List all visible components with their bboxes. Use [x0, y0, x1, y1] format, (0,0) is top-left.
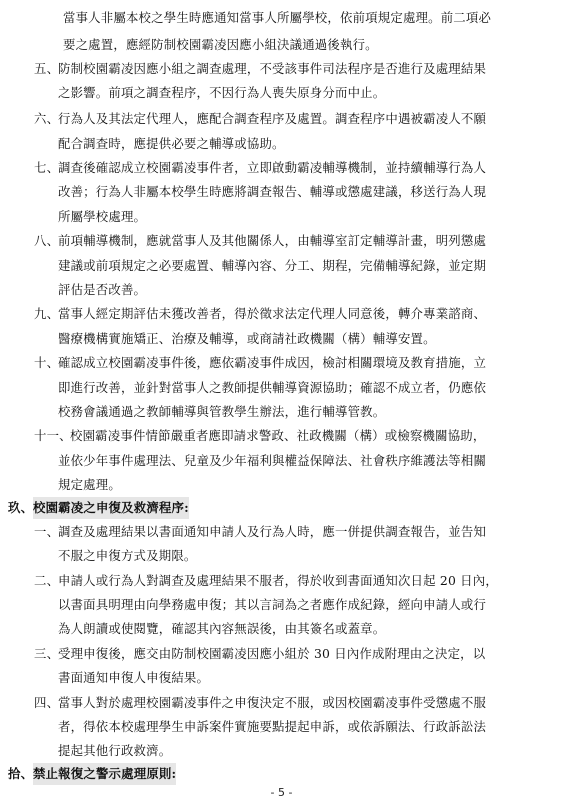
paragraph-line: 確認成立校園霸凌事件後，應依霸凌事件成因，檢討相關環境及教育措施，立 [58, 355, 487, 370]
paragraph-line: 提起其他行政救濟。 [58, 743, 172, 758]
paragraph-line: 當事人對於處理校園霸凌事件之申復決定不服，或因校園霸凌事件受懲處不服 [58, 695, 487, 710]
item-number: 十、 [34, 355, 60, 370]
paragraph-line: 醫療機構實施矯正、治療及輔導，或商請社政機關（構）輔導安置。 [58, 331, 436, 346]
paragraph-line: 校務會議通過之教師輔導與管教學生辦法，進行輔導管教。 [58, 404, 386, 419]
item-number: 一、 [34, 524, 60, 539]
paragraph-line: 前項輔導機制，應就當事人及其他關係人，由輔導室訂定輔導計畫，明列懲處 [58, 233, 487, 248]
item-number: 六、 [34, 111, 60, 126]
paragraph-line: 校園霸凌事件情節嚴重者應即請求警政、社政機關（構）或檢察機關協助， [70, 428, 486, 443]
item-number: 四、 [34, 695, 60, 710]
item-number: 五、 [34, 61, 60, 76]
paragraph-line: 並依少年事件處理法、兒童及少年福利與權益保障法、社會秩序維護法等相關 [58, 453, 487, 468]
paragraph-line: 調查後確認成立校園霸凌事件者，立即啟動霸凌輔導機制，並持續輔導行為人 [58, 160, 487, 175]
paragraph-line: 調查及處理結果以書面通知申請人及行為人時，應一併提供調查報告，並告知 [58, 524, 487, 539]
paragraph-line: 不服之申復方式及期限。 [58, 548, 197, 563]
paragraph-line: 者，得依本校處理學生申訴案件實施要點提起申訴，或依訴願法、行政訴訟法 [58, 719, 487, 734]
paragraph-line: 為人朗讀或使閱覽，確認其內容無誤後，由其簽名或蓋章。 [58, 621, 386, 636]
paragraph-line: 建議或前項規定之必要處置、輔導內容、分工、期程，完備輔導紀錄，並定期 [58, 258, 487, 273]
page-number: - 5 - [270, 786, 293, 799]
paragraph-line: 改善；行為人非屬本校學生時應將調查報告、輔導或懲處建議，移送行為人現 [58, 184, 487, 199]
item-number: 八、 [34, 233, 60, 248]
section-title: 校園霸凌之申復及救濟程序: [33, 497, 189, 519]
item-number: 九、 [34, 306, 60, 321]
item-number: 二、 [34, 573, 60, 588]
paragraph-line: 當事人經定期評估未獲改善者，得於徵求法定代理人同意後，轉介專業諮商、 [58, 306, 487, 321]
paragraph-line: 所屬學校處理。 [58, 209, 147, 224]
paragraph-line: 即進行改善，並針對當事人之教師提供輔導資源協助；確認不成立者，仍應依 [58, 380, 487, 395]
section-number: 拾、 [8, 766, 34, 781]
paragraph-line: 要之處置，應經防制校園霸凌因應小組決議通過後執行。 [63, 37, 378, 52]
section-title: 禁止報復之警示處理原則: [33, 763, 176, 785]
paragraph-line: 規定處理。 [58, 477, 121, 492]
item-number: 三、 [34, 646, 60, 661]
paragraph-line: 防制校園霸凌因應小組之調查處理，不受該事件司法程序是否進行及處理結果 [58, 61, 487, 76]
paragraph-line: 評估是否改善。 [58, 282, 147, 297]
paragraph-line: 配合調查時，應提供必要之輔導或協助。 [58, 136, 285, 151]
item-number: 十一、 [34, 428, 72, 443]
section-number: 玖、 [8, 500, 34, 515]
paragraph-line: 以書面具明理由向學務處申復；其以言詞為之者應作成紀錄，經向申請人或行 [58, 597, 487, 612]
item-number: 七、 [34, 160, 60, 175]
paragraph-line: 之影響。前項之調查程序，不因行為人喪失原身分而中止。 [58, 85, 386, 100]
paragraph-line: 當事人非屬本校之學生時應通知當事人所屬學校，依前項規定處理。前二項必 [63, 10, 492, 25]
paragraph-line: 書面通知申復人申復結果。 [58, 670, 210, 685]
paragraph-line: 申請人或行為人對調查及處理結果不服者，得於收到書面通知次日起 20 日內， [58, 573, 498, 588]
paragraph-line: 行為人及其法定代理人，應配合調查程序及處置。調查程序中遇被霸凌人不願 [58, 111, 487, 126]
paragraph-line: 受理申復後，應交由防制校園霸凌因應小組於 30 日內作成附理由之決定，以 [58, 646, 486, 661]
